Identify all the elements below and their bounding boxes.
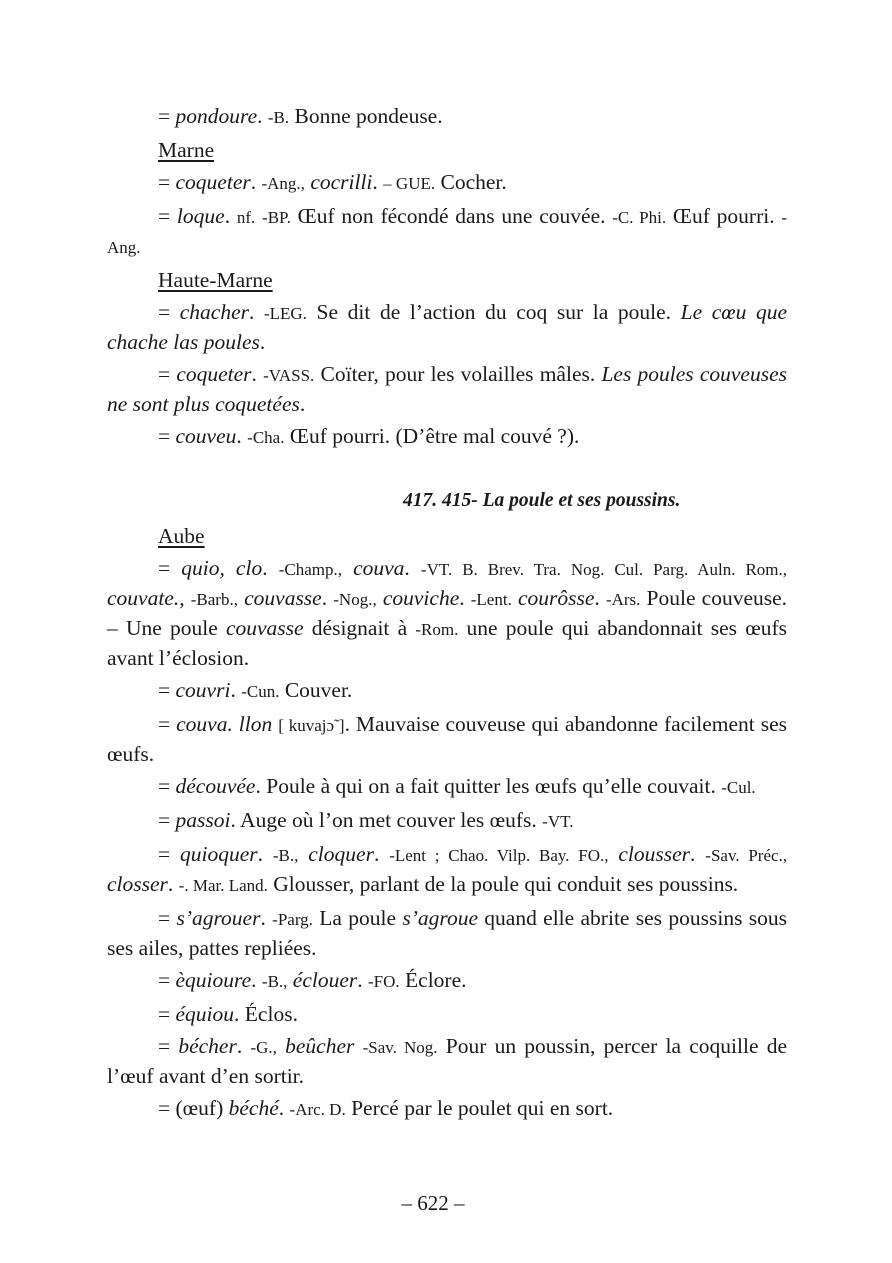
entry-coqueter-marne: = coqueter. -Ang., cocrilli. – GUE. Cocher.: [158, 170, 507, 194]
section-aube: Aube: [158, 524, 205, 548]
page-number: – 622 –: [401, 1191, 465, 1215]
entry-decouvee: = découvée. Poule à qui on a fait quitter les œufs qu’elle couvait. -Cul.: [158, 774, 756, 798]
entry-sagrouer: = s’agrouer. -Parg. La poule s’agroue quand elle abrite ses poussins sous ses ailes, pattes repliées.: [107, 906, 787, 960]
entry-couvri: = couvri. -Cun. Couver.: [158, 678, 353, 702]
entry-quioquer: = quioquer. -B., cloquer. -Lent ; Chao. Vilp. Bay. FO., clousser. -Sav. Préc., closser. -. Mar. Land. Glousser, parlant de la poule qui conduit ses poussins.: [107, 842, 788, 896]
entry-couvallon: = couva. llon [ kuvajɔ̃ ]. Mauvaise couveuse qui abandonne facilement ses œufs.: [107, 712, 787, 766]
section-marne: Marne: [158, 138, 215, 162]
section-heading: 417. 415- La poule et ses poussins.: [403, 490, 681, 511]
entry-chacher: = chacher. -LEG. Se dit de l’action du coq sur la poule. Le cœu que chache las poules.: [107, 300, 787, 354]
entry-passoi: = passoi. Auge où l’on met couver les œufs. -VT.: [158, 808, 574, 832]
entry-pondoure: = pondoure. -B. Bonne pondeuse.: [158, 104, 443, 128]
entry-quio: = quio, clo. -Champ., couva. -VT. B. Brev. Tra. Nog. Cul. Parg. Auln. Rom., couvate., -Barb., couvasse. -Nog., couviche. -Lent. courôsse. -Ars. Poule couveuse. – Une poule couvasse désignait à -Rom. une poule qui abandonnait ses œufs avant l’éclosion.: [107, 556, 788, 670]
entry-becher: = bécher. -G., beûcher -Sav. Nog. Pour un poussin, percer la coquille de l’œuf avant d’en sortir.: [107, 1034, 787, 1088]
entry-beche: = (œuf) béché. -Arc. D. Percé par le poulet qui en sort.: [158, 1096, 614, 1120]
page-body: [107, 102, 787, 1128]
entry-equiou: = équiou. Éclos.: [158, 1002, 298, 1026]
entry-couveu: = couveu. -Cha. Œuf pourri. (D’être mal couvé ?).: [158, 424, 580, 448]
section-haute-marne: Haute-Marne: [158, 268, 273, 292]
entry-equioure: = èquioure. -B., éclouer. -FO. Éclore.: [158, 968, 467, 992]
entry-loque: = loque. nf. -BP. Œuf non fécondé dans une couvée. -C. Phi. Œuf pourri. -Ang.: [107, 204, 788, 257]
entry-coqueter-haute-marne: = coqueter. -VASS. Coïter, pour les volailles mâles. Les poules couveuses ne sont plus coquetées.: [107, 362, 787, 416]
